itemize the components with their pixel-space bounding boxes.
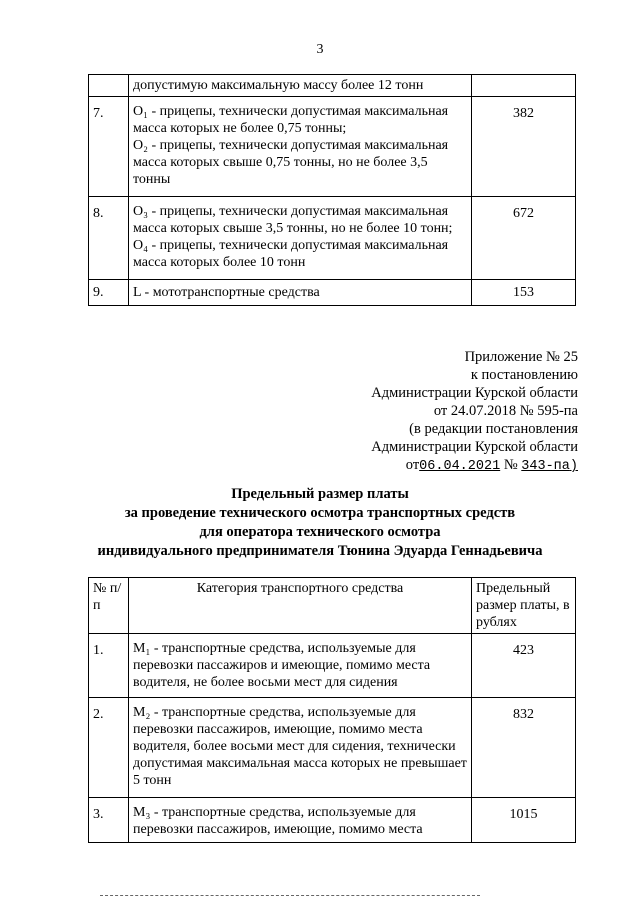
row-description xyxy=(129,197,472,280)
row-number: 2. xyxy=(89,698,129,798)
table-header-row xyxy=(89,578,576,634)
table-row xyxy=(89,97,576,197)
row-description: M₁ - транспортные средства, используемые для перевозки пассажиров и имеющие, помимо места водителя, не более восьми мест для сидения xyxy=(129,634,472,698)
title-line: Предельный размер платы xyxy=(231,486,409,502)
title-line: за проведение технического осмотра транспортных средств xyxy=(124,505,516,521)
row-number: 1. xyxy=(89,634,129,698)
description-line: O₃ - прицепы, технически допустимая максимальная масса которых свыше 3,5 тонны, но не более 10 тонн; xyxy=(133,204,453,236)
row-description: M₃ - транспортные средства, используемые для перевозки пассажиров, имеющие, помимо места xyxy=(129,798,472,843)
table-row xyxy=(89,75,576,97)
row-description: M₂ - транспортные средства, используемые для перевозки пассажиров, имеющие, помимо места водителя, более восьми мест для сидения, технически допустимая максимальная масса которых не превышает 5 тонн xyxy=(129,698,472,798)
appendix-reference xyxy=(318,348,578,476)
row-number: 3. xyxy=(89,798,129,843)
row-value: 153 xyxy=(472,280,576,306)
title-line: индивидуального предпринимателя Тюнина Эдуарда Геннадьевича xyxy=(97,543,543,559)
appendix-line: Приложение № 25 xyxy=(464,349,578,365)
row-number: 9. xyxy=(89,280,129,306)
description-line: L - мототранспортные средства xyxy=(133,285,320,300)
row-value: 672 xyxy=(472,197,576,280)
row-value: 832 xyxy=(472,698,576,798)
row-number: 8. xyxy=(89,197,129,280)
appendix-line: (в редакции постановления xyxy=(409,421,578,437)
number-prefix: № xyxy=(503,457,518,473)
row-description xyxy=(129,97,472,197)
row-description xyxy=(129,75,472,97)
row-value: 423 xyxy=(472,634,576,698)
description-line: O₂ - прицепы, технически допустимая максимальная масса которых свыше 0,75 тонны, но не более 3,5 тонны xyxy=(133,138,449,187)
row-value: 1015 xyxy=(472,798,576,843)
appendix-line: к постановлению xyxy=(470,367,578,383)
row-number: 7. xyxy=(89,97,129,197)
description-line: O₄ - прицепы, технически допустимая максимальная масса которых более 10 тонн xyxy=(133,238,449,270)
table-row xyxy=(89,197,576,280)
appendix-line: Администрации Курской области xyxy=(371,385,578,401)
header-category: Категория транспортного средства xyxy=(129,578,472,634)
fee-table xyxy=(88,577,576,843)
document-title xyxy=(0,485,640,561)
row-value: 382 xyxy=(472,97,576,197)
table-row xyxy=(89,698,576,798)
header-number: № п/п xyxy=(89,578,129,634)
date-prefix: от xyxy=(405,457,420,473)
row-number xyxy=(89,75,129,97)
header-limit: Предельный размер платы, в рублях xyxy=(472,578,576,634)
page-number: 3 xyxy=(316,42,324,57)
amendment-date-line: от06.04.2021 № 343-па) xyxy=(405,457,578,474)
description-line: допустимую максимальную массу более 12 тонн xyxy=(133,78,424,93)
fee-table-continued xyxy=(88,74,576,306)
table-row xyxy=(89,798,576,843)
scan-artifact xyxy=(100,895,480,899)
row-description xyxy=(129,280,472,306)
amendment-date: 06.04.2021 xyxy=(419,459,501,474)
appendix-line: от 24.07.2018 № 595-па xyxy=(433,403,578,419)
row-value xyxy=(472,75,576,97)
appendix-line: Администрации Курской области xyxy=(371,439,578,455)
table-row xyxy=(89,634,576,698)
description-line: O₁ - прицепы, технически допустимая максимальная масса которых не более 0,75 тонны; xyxy=(133,104,449,136)
title-line: для оператора технического осмотра xyxy=(199,524,441,540)
table-row xyxy=(89,280,576,306)
amendment-number: 343-па xyxy=(521,459,570,474)
